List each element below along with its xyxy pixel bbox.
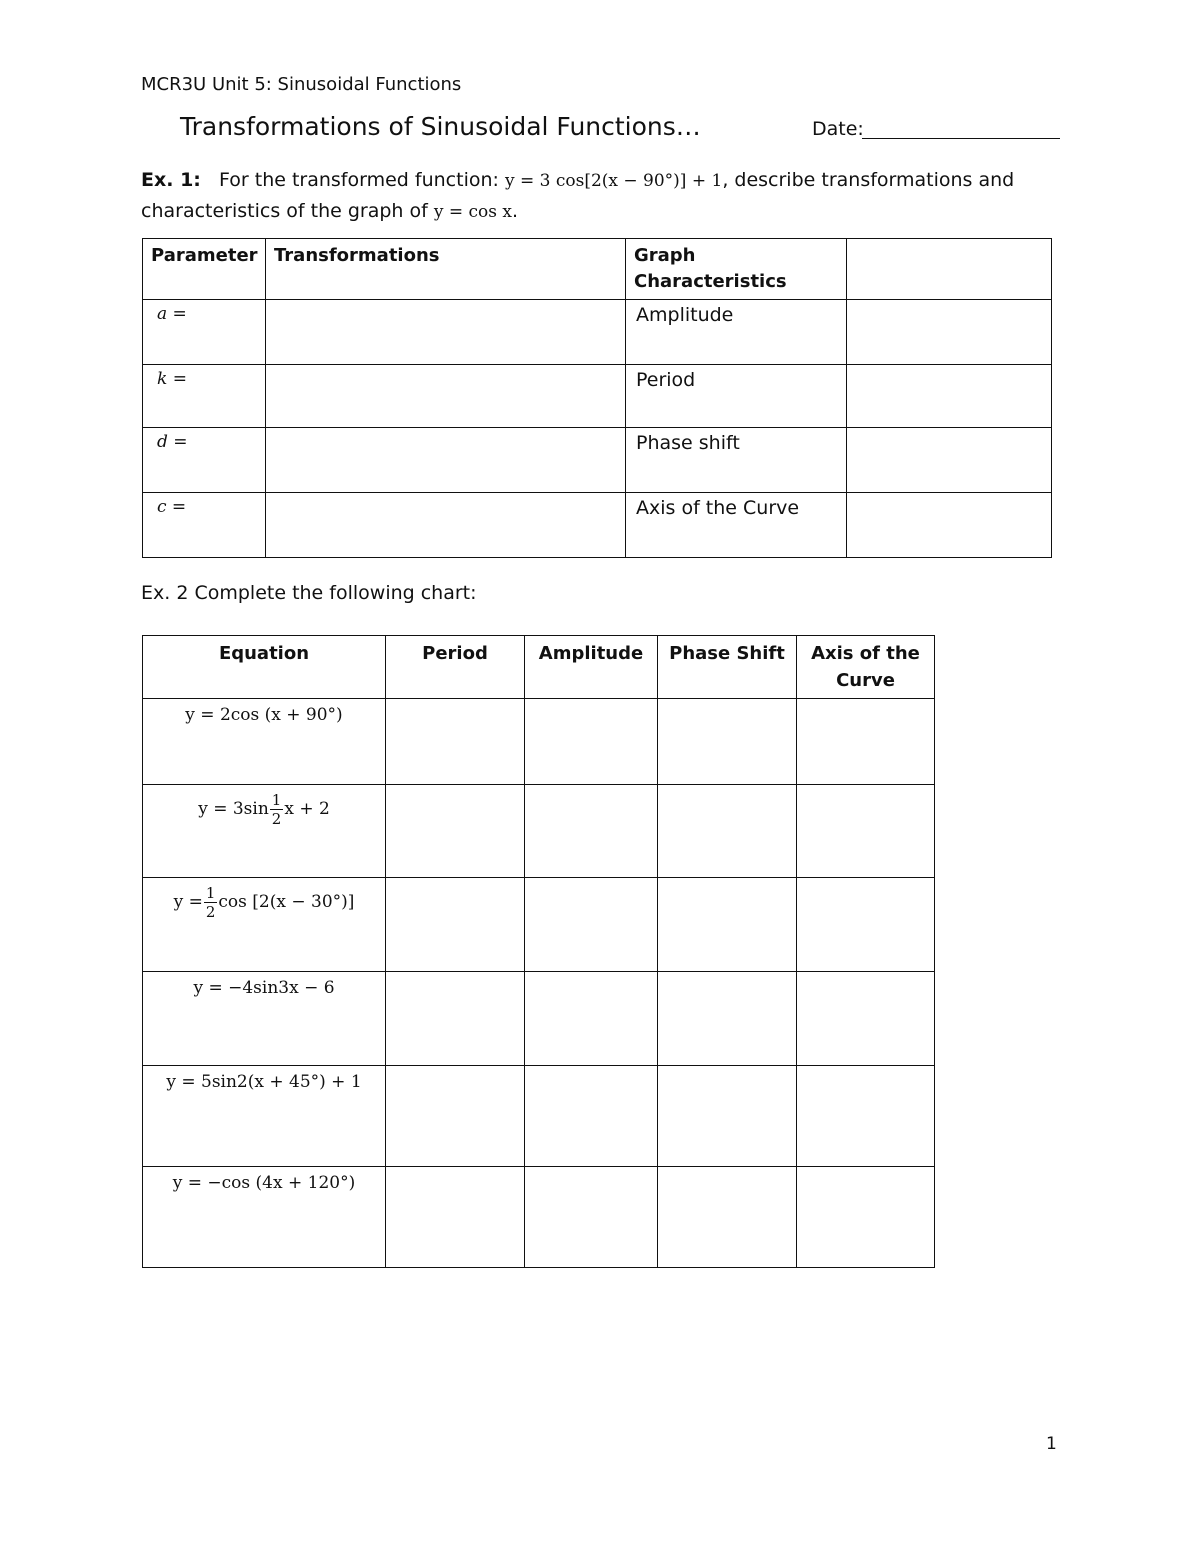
answer-cell[interactable] <box>797 972 935 1066</box>
answer-cell[interactable] <box>386 1167 525 1268</box>
base-function: y = cos x <box>433 202 513 222</box>
equation-text: y = −4sin3x − 6 <box>193 978 335 998</box>
answer-cell[interactable] <box>386 878 525 972</box>
answer-cell[interactable] <box>525 785 658 878</box>
answer-cell[interactable] <box>797 1066 935 1167</box>
answer-cell[interactable] <box>525 1066 658 1167</box>
answer-cell[interactable] <box>658 972 797 1066</box>
header-transformations: Transformations <box>266 239 626 300</box>
header-equation: Equation <box>143 636 386 699</box>
header-period: Period <box>386 636 525 699</box>
answer-cell[interactable] <box>847 428 1052 493</box>
equation-cell <box>143 972 386 1066</box>
answer-cell[interactable] <box>847 300 1052 365</box>
header-graph-characteristics: Graph Characteristics <box>626 239 847 300</box>
answer-cell[interactable] <box>266 493 626 558</box>
fraction-numerator: 1 <box>271 791 282 809</box>
header-amplitude: Amplitude <box>525 636 658 699</box>
answer-cell[interactable] <box>266 365 626 428</box>
page-title: Transformations of Sinusoidal Functions… <box>180 112 701 141</box>
header-parameter: Parameter <box>143 239 266 300</box>
answer-cell[interactable] <box>386 972 525 1066</box>
answer-cell[interactable] <box>658 878 797 972</box>
header-phase-shift: Phase Shift <box>658 636 797 699</box>
answer-cell[interactable] <box>797 699 935 785</box>
equation-text: y = 3sin <box>198 799 269 819</box>
example-2-prompt: Ex. 2 Complete the following chart: <box>141 582 477 604</box>
date-blank-line[interactable] <box>862 138 1060 139</box>
fraction <box>270 791 284 828</box>
param-a: a = <box>143 300 266 365</box>
example-1-equation: y = 3 cos[2(x − 90°)] + 1 <box>504 171 723 191</box>
equation-text: x + 2 <box>284 799 330 819</box>
fraction <box>204 884 218 921</box>
answer-cell[interactable] <box>658 785 797 878</box>
fraction-numerator: 1 <box>205 884 216 902</box>
answer-cell[interactable] <box>525 699 658 785</box>
answer-cell[interactable] <box>266 428 626 493</box>
equation-cell <box>143 878 386 972</box>
example-1-text-pre: For the transformed function: <box>219 169 499 191</box>
equation-cell <box>143 699 386 785</box>
answer-cell[interactable] <box>797 785 935 878</box>
equation-text: y = <box>173 892 203 912</box>
equation-text: y = 5sin2(x + 45°) + 1 <box>166 1072 362 1092</box>
course-header: MCR3U Unit 5: Sinusoidal Functions <box>141 74 462 95</box>
example-1-period: . <box>512 200 519 222</box>
answer-cell[interactable] <box>525 878 658 972</box>
answer-cell[interactable] <box>658 699 797 785</box>
characteristic-period: Period <box>626 365 847 428</box>
characteristic-axis: Axis of the Curve <box>626 493 847 558</box>
transformations-table <box>142 238 1052 558</box>
answer-cell[interactable] <box>847 493 1052 558</box>
answer-cell[interactable] <box>847 365 1052 428</box>
characteristic-amplitude: Amplitude <box>626 300 847 365</box>
equation-cell <box>143 785 386 878</box>
answer-cell[interactable] <box>266 300 626 365</box>
answer-cell[interactable] <box>525 1167 658 1268</box>
example-1-prompt <box>141 165 1041 227</box>
answer-cell[interactable] <box>386 699 525 785</box>
equation-cell <box>143 1167 386 1268</box>
fraction-denominator: 2 <box>271 810 282 828</box>
equation-text: y = 2cos (x + 90°) <box>185 705 343 725</box>
page-number: 1 <box>1046 1434 1057 1454</box>
param-c: c = <box>143 493 266 558</box>
characteristic-phase-shift: Phase shift <box>626 428 847 493</box>
answer-cell[interactable] <box>525 972 658 1066</box>
answer-cell[interactable] <box>797 878 935 972</box>
date-label: Date: <box>812 118 864 140</box>
equation-text: y = −cos (4x + 120°) <box>172 1173 356 1193</box>
equation-text: cos [2(x − 30°)] <box>218 892 355 912</box>
equation-cell <box>143 1066 386 1167</box>
param-k: k = <box>143 365 266 428</box>
fraction-denominator: 2 <box>205 903 216 921</box>
answer-cell[interactable] <box>658 1167 797 1268</box>
answer-cell[interactable] <box>658 1066 797 1167</box>
header-axis-of-curve: Axis of the Curve <box>797 636 935 699</box>
answer-cell[interactable] <box>386 1066 525 1167</box>
answer-cell[interactable] <box>386 785 525 878</box>
answer-cell[interactable] <box>797 1167 935 1268</box>
example-1-label: Ex. 1: <box>141 169 201 191</box>
sinusoidal-chart-table <box>142 635 935 1268</box>
example-1-text-post: , describe transformations and characteristics of the graph of <box>141 169 1015 222</box>
param-d: d = <box>143 428 266 493</box>
header-blank <box>847 239 1052 300</box>
